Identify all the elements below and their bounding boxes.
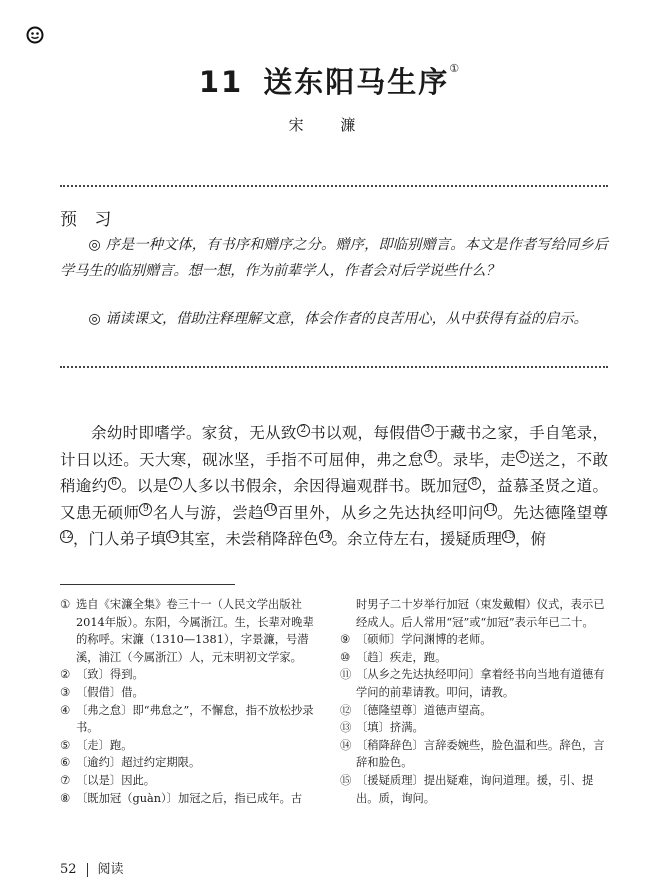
preview-heading: 预 习 [60, 210, 118, 230]
dotted-divider-top [60, 185, 608, 187]
note-reference: 5 [516, 450, 529, 463]
footnote [340, 737, 605, 772]
footnote [340, 702, 605, 720]
footnote-mark: ⑮ [340, 773, 352, 787]
footnote [340, 772, 605, 807]
footnote [60, 790, 325, 808]
footnote [60, 754, 325, 772]
note-reference: 10 [264, 504, 277, 515]
footnote-text: 〔致〕得到。 [76, 668, 144, 682]
footnote [60, 737, 325, 755]
text-run: ，俯 [515, 530, 547, 548]
footnotes-right-column [340, 596, 605, 807]
page-footer [60, 858, 124, 877]
footnote [340, 666, 605, 701]
footnote-text: 〔以是〕因此。 [76, 773, 156, 787]
page-number: 52 [60, 862, 77, 877]
text-run: 。余立侍左右，援疑质理 [331, 530, 503, 548]
footnote-mark: ⑤ [60, 738, 71, 752]
text-run: ，益慕圣贤之道。又患无硕师 [60, 477, 608, 522]
preview-item: ◎ 序是一种文体，有书序和赠序之分。赠序，即临别赠言。本文是作者写给同乡后学马生的临别赠言。想一想，作为前辈学人，作者会对后学说些什么？ [60, 237, 608, 279]
footnote-mark: ⑥ [60, 756, 71, 770]
text-run: 送之，不敢稍逾约 [60, 450, 608, 495]
note-reference: 6 [108, 477, 121, 490]
note-reference: 12 [61, 530, 73, 541]
footnote [60, 702, 325, 737]
text-run: 余幼时即嗜学。家贫，无从致 [91, 424, 297, 442]
footnote-mark: ④ [60, 703, 71, 717]
footnote-text: 〔走〕跑。 [76, 738, 133, 752]
smiley-icon [26, 26, 44, 44]
note-reference: 9 [139, 503, 152, 516]
note-reference: 14 [319, 530, 331, 541]
text-run: 。录毕，走 [436, 450, 516, 469]
note-reference: 8 [468, 477, 481, 490]
footnote-mark: ⑫ [340, 703, 352, 717]
footnote-mark: ⑦ [60, 773, 71, 787]
lesson-number: 11 [198, 65, 244, 99]
footnote [60, 772, 325, 790]
footnote-mark: ⑧ [60, 791, 71, 805]
text-run: 名人与游，尝趋 [152, 503, 264, 522]
lesson-title [0, 60, 660, 101]
footnote-text: 〔稍降辞色〕言辞委婉些，脸色温和些。辞色，言辞和脸色。 [356, 738, 605, 770]
text-run: 其室，未尝稍降辞色 [179, 530, 319, 548]
dotted-divider-bottom [60, 366, 608, 368]
footnote-text: 〔援疑质理〕提出疑难，询问道理。援，引、提出。质，询问。 [356, 773, 594, 805]
footnote-text: 〔弗之怠〕即“弗怠之”，不懈怠，指不放松抄录书。 [76, 703, 314, 735]
note-reference: 7 [169, 477, 182, 490]
text-run: 书以观，每假借 [309, 424, 421, 442]
note-reference: 4 [424, 450, 437, 463]
main-text [60, 420, 608, 553]
footnote [340, 719, 605, 737]
footnote-continuation: 时男子二十岁举行加冠（束发戴帽）仪式，表示已经成人。后人常用“冠”或“加冠”表示年已二十。 [356, 598, 605, 629]
text-run: 。先达德隆望尊 [496, 503, 608, 522]
footnote-text: 〔既加冠（guàn）〕加冠之后，指已成年。古 [76, 791, 303, 805]
footnote-text: 〔趋〕疾走，跑。 [356, 650, 447, 664]
footnote [60, 666, 325, 684]
footnote-text: 〔逾约〕超过约定期限。 [76, 756, 201, 770]
footnote-mark: ⑪ [340, 668, 352, 682]
section-name: 阅读 [97, 862, 124, 877]
footnote [60, 684, 325, 702]
text-run: 于藏书之家，手自笔录，计日以还。天大寒，砚冰坚，手指不可屈伸，弗之怠 [60, 424, 608, 469]
footer-divider [87, 863, 88, 877]
preview-item: ◎ 诵读课文，借助注释理解文意，体会作者的良苦用心，从中获得有益的启示。 [88, 311, 588, 327]
footnote [340, 631, 605, 649]
footnote-text: 〔假借〕借。 [76, 685, 144, 699]
footnote-text: 〔从乡之先达执经叩问〕拿着经书向当地有道德有学问的前辈请教。叩问，请教。 [356, 668, 605, 699]
footnote-mark: ③ [60, 685, 71, 699]
text-run: 人多以书假余，余因得遍观群书。既加冠 [181, 477, 468, 495]
text-run: 。以是 [120, 477, 169, 495]
footnote-text: 〔填〕挤满。 [356, 721, 424, 735]
footnote-mark: ⑩ [340, 650, 351, 664]
footnote [340, 649, 605, 667]
footnote-mark: ⑭ [340, 738, 352, 752]
lesson-title-block [0, 60, 660, 101]
note-reference: 13 [167, 530, 179, 541]
lesson-title-text: 送东阳马生序 [263, 65, 450, 99]
title-note-mark: ① [449, 62, 462, 75]
footnote-rule [60, 584, 235, 585]
footnote-text: 选自《宋濂全集》卷三十一（人民文学出版社2014年版）。东阳，今属浙江。生，长辈对晚辈的称呼。宋濂（1310—1381），字景濂，号潜溪，浦江（今属浙江）人，元末明初文学家。 [76, 598, 314, 664]
text-run: 百里外，从乡之先达执经叩问 [276, 503, 484, 522]
footnote-mark: ① [60, 598, 71, 611]
text-run: ，门人弟子填 [73, 530, 167, 548]
author-name: 宋 濂 [288, 116, 372, 134]
footnotes-left-column [60, 596, 325, 807]
note-reference: 11 [484, 504, 497, 515]
footnote-mark: ② [60, 668, 71, 682]
note-reference: 3 [421, 424, 434, 437]
footnote [60, 596, 325, 666]
footnote-mark: ⑨ [340, 633, 351, 647]
note-reference: 15 [503, 530, 515, 541]
footnote-text: 〔德隆望尊〕道德声望高。 [356, 703, 492, 717]
footnote-text: 〔硕师〕学问渊博的老师。 [356, 633, 492, 647]
note-reference: 2 [297, 424, 310, 437]
footnote-mark: ⑬ [340, 721, 352, 735]
